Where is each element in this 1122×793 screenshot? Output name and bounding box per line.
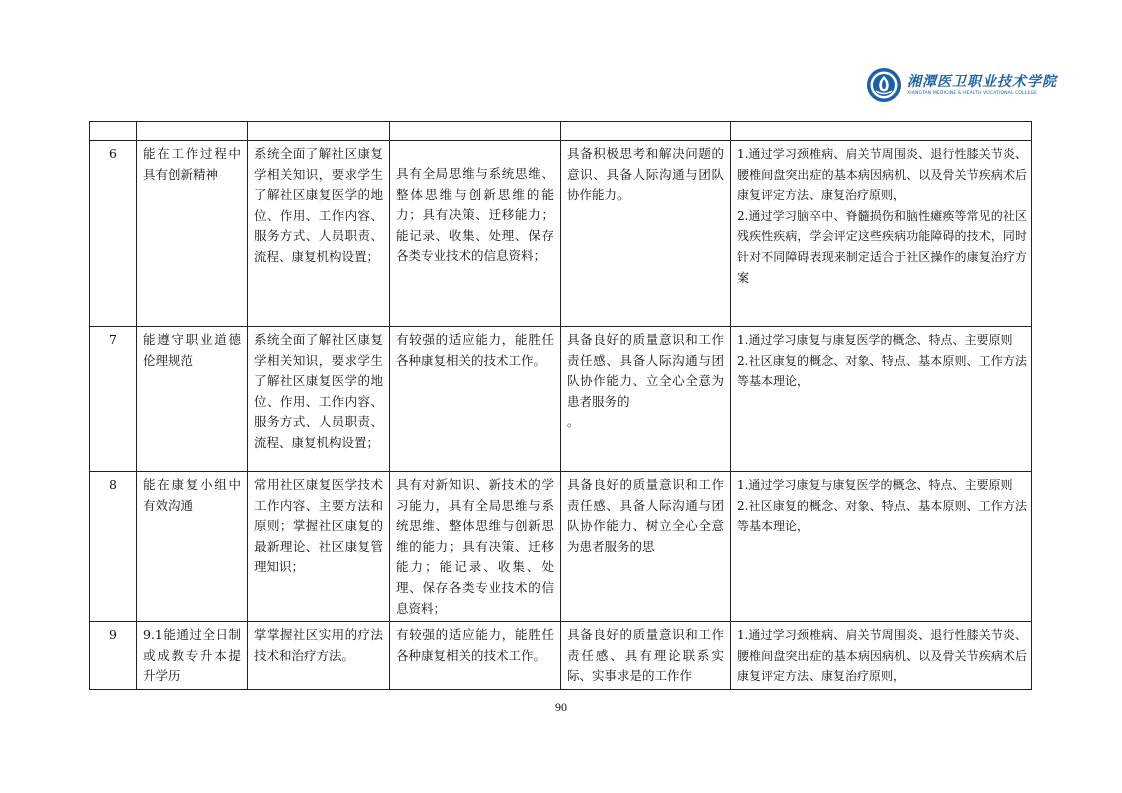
table-cell [137, 122, 248, 141]
quality-text-tail: 。 [567, 414, 580, 430]
skill-cell: 有较强的适应能力，能胜任各种康复相关的技术工作。 [390, 622, 561, 690]
table-row [90, 622, 1032, 690]
course-content-cell [731, 472, 1032, 622]
row-number: 9 [90, 622, 137, 690]
knowledge-cell: 系统全面了解社区康复学相关知识，要求学生了解社区康复医学的地位、作用、工作内容、服务方式、人员职责、流程、康复机构设置； [248, 327, 390, 472]
college-logo [866, 66, 1066, 104]
logo-english-name: XIANGTAN MEDICINE & HEALTH VOCATIONAL COLLEGE [907, 90, 1038, 96]
course-content-item: 1.通过学习康复与康复医学的概念、特点、主要原则 [737, 333, 1013, 347]
table-row-top-partial [90, 122, 1032, 141]
quality-cell: 具备良好的质量意识和工作责任感、具有理论联系实际、实事求是的工作作 [561, 622, 731, 690]
row-number: 7 [90, 327, 137, 472]
course-content-item: 1.通过学习颈椎病、肩关节周围炎、退行性膝关节炎、腰椎间盘突出症的基本病因病机、以及骨关节疾病术后康复评定方法、康复治疗原则， [737, 147, 1027, 203]
row-number: 8 [90, 472, 137, 622]
course-content-item: 2.社区康复的概念、对象、特点、基本原则、工作方法等基本理论， [737, 498, 1027, 534]
curriculum-table [89, 121, 1032, 690]
table-cell [561, 122, 731, 141]
table-row [90, 327, 1032, 472]
course-content-cell [731, 141, 1032, 327]
course-content-cell [731, 327, 1032, 472]
college-emblem-icon [866, 67, 902, 103]
ability-requirement-cell: 能遵守职业道德伦理规范 [137, 327, 248, 472]
ability-requirement-cell: 能在工作过程中具有创新精神 [137, 141, 248, 327]
table-row [90, 472, 1032, 622]
course-content-item: 1.通过学习颈椎病、肩关节周围炎、退行性膝关节炎、腰椎间盘突出症的基本病因病机、以及骨关节疾病术后康复评定方法、康复治疗原则， [737, 628, 1027, 684]
skill-cell [390, 141, 561, 327]
logo-chinese-name: 湘潭医卫职业技术学院 [907, 73, 1057, 90]
course-content-item: 2.社区康复的概念、对象、特点、基本原则、工作方法等基本理论， [737, 353, 1027, 389]
course-content-item: 1.通过学习康复与康复医学的概念、特点、主要原则 [737, 478, 1013, 492]
quality-cell: 具备良好的质量意识和工作责任感、具备人际沟通与团队协作能力、树立全心全意为患者服务的思 [561, 472, 731, 622]
table-cell [731, 122, 1032, 141]
logo-text [907, 74, 1057, 97]
skill-cell: 有较强的适应能力，能胜任各种康复相关的技术工作。 [390, 327, 561, 472]
quality-cell: 具备积极思考和解决问题的意识、具备人际沟通与团队协作能力。 [561, 141, 731, 327]
page-number: 90 [555, 700, 567, 714]
quality-text: 具备良好的质量意识和工作责任感、具备人际沟通与团队协作能力、立全心全意为患者服务的 [567, 332, 724, 409]
ability-requirement-cell: 能在康复小组中有效沟通 [137, 472, 248, 622]
knowledge-cell: 掌掌握社区实用的疗法技术和治疗方法。 [248, 622, 390, 690]
table-row [90, 141, 1032, 327]
table-cell [390, 122, 561, 141]
ability-requirement-cell: 9.1能通过全日制或成教专升本提升学历 [137, 622, 248, 690]
knowledge-cell: 常用社区康复医学技术工作内容、主要方法和原则；掌握社区康复的最新理论、社区康复管理知识； [248, 472, 390, 622]
course-content-cell [731, 622, 1032, 690]
skill-cell: 具有对新知识、新技术的学习能力，具有全局思维与系统思维、整体思维与创新思维的能力；具有决策、迁移能力；能记录、收集、处理、保存各类专业技术的信息资料； [390, 472, 561, 622]
skill-text: 具有全局思维与系统思维、整体思维与创新思维的能力；具有决策、迁移能力；能记录、收集、处理、保存各类专业技术的信息资料； [396, 166, 554, 264]
table-cell [90, 122, 137, 141]
quality-cell [561, 327, 731, 472]
course-content-item: 2.通过学习脑卒中、脊髓损伤和脑性瘫痪等常见的社区残疾性疾病，学会评定这些疾病功能障碍的技术，同时针对不同障碍表现来制定适合于社区操作的康复治疗方案 [737, 208, 1027, 285]
knowledge-cell: 系统全面了解社区康复学相关知识，要求学生了解社区康复医学的地位、作用、工作内容、服务方式、人员职责、流程、康复机构设置； [248, 141, 390, 327]
row-number: 6 [90, 141, 137, 327]
table-cell [248, 122, 390, 141]
